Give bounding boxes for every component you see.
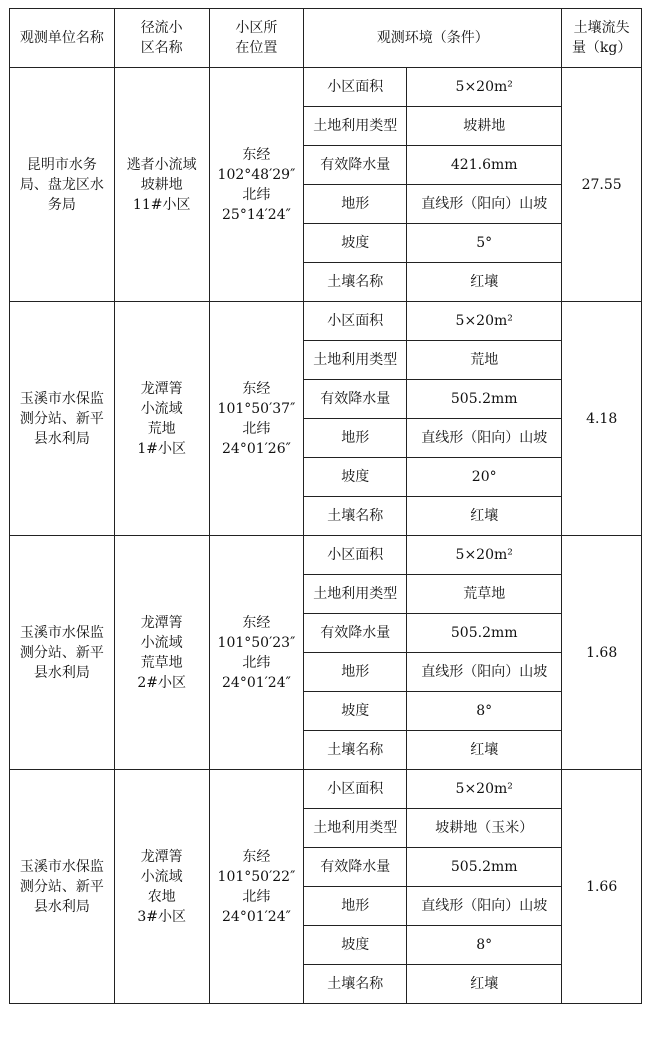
location-cell: 东经 101°50′22″ 北纬 24°01′24″ (209, 770, 304, 1004)
condition-value-cell: 荒草地 (407, 575, 562, 614)
condition-label-cell: 土壤名称 (304, 497, 407, 536)
condition-label-cell: 有效降水量 (304, 380, 407, 419)
condition-label-cell: 土地利用类型 (304, 341, 407, 380)
condition-value-cell: 坡耕地 (407, 107, 562, 146)
header-soil-loss: 土壤流失 量（kg） (562, 9, 642, 68)
unit-cell: 玉溪市水保监 测分站、新平 县水利局 (10, 302, 115, 536)
condition-label-cell: 土地利用类型 (304, 809, 407, 848)
condition-value-cell: 5×20m² (407, 770, 562, 809)
soil-loss-table (9, 8, 642, 1004)
watershed-cell: 龙潭箐 小流域 荒地 1#小区 (114, 302, 209, 536)
condition-label-cell: 土地利用类型 (304, 107, 407, 146)
condition-label-cell: 土壤名称 (304, 263, 407, 302)
watershed-cell: 龙潭箐 小流域 荒草地 2#小区 (114, 536, 209, 770)
condition-value-cell: 坡耕地（玉米） (407, 809, 562, 848)
condition-value-cell: 5×20m² (407, 302, 562, 341)
condition-value-cell: 505.2mm (407, 614, 562, 653)
location-cell: 东经 101°50′37″ 北纬 24°01′26″ (209, 302, 304, 536)
condition-value-cell: 荒地 (407, 341, 562, 380)
condition-value-cell: 5×20m² (407, 536, 562, 575)
condition-value-cell: 8° (407, 692, 562, 731)
condition-value-cell: 5×20m² (407, 68, 562, 107)
condition-label-cell: 有效降水量 (304, 848, 407, 887)
condition-label-cell: 小区面积 (304, 68, 407, 107)
unit-cell: 玉溪市水保监 测分站、新平 县水利局 (10, 770, 115, 1004)
unit-cell: 玉溪市水保监 测分站、新平 县水利局 (10, 536, 115, 770)
condition-label-cell: 坡度 (304, 692, 407, 731)
table-row (10, 536, 642, 575)
watershed-cell: 逃者小流域 坡耕地 11#小区 (114, 68, 209, 302)
header-row (10, 9, 642, 68)
condition-label-cell: 地形 (304, 185, 407, 224)
unit-cell: 昆明市水务 局、盘龙区水 务局 (10, 68, 115, 302)
condition-value-cell: 直线形（阳向）山坡 (407, 653, 562, 692)
condition-value-cell: 5° (407, 224, 562, 263)
table-row (10, 770, 642, 809)
condition-value-cell: 红壤 (407, 263, 562, 302)
condition-value-cell: 直线形（阳向）山坡 (407, 887, 562, 926)
condition-label-cell: 小区面积 (304, 536, 407, 575)
condition-value-cell: 20° (407, 458, 562, 497)
condition-value-cell: 421.6mm (407, 146, 562, 185)
condition-label-cell: 土地利用类型 (304, 575, 407, 614)
soil-loss-cell: 1.66 (562, 770, 642, 1004)
table-body (10, 68, 642, 1004)
condition-value-cell: 505.2mm (407, 848, 562, 887)
condition-value-cell: 直线形（阳向）山坡 (407, 419, 562, 458)
condition-label-cell: 土壤名称 (304, 965, 407, 1004)
condition-value-cell: 直线形（阳向）山坡 (407, 185, 562, 224)
header-watershed: 径流小 区名称 (114, 9, 209, 68)
condition-value-cell: 8° (407, 926, 562, 965)
table-row (10, 68, 642, 107)
header-location: 小区所 在位置 (209, 9, 304, 68)
condition-value-cell: 505.2mm (407, 380, 562, 419)
condition-label-cell: 小区面积 (304, 770, 407, 809)
location-cell: 东经 101°50′23″ 北纬 24°01′24″ (209, 536, 304, 770)
condition-label-cell: 地形 (304, 419, 407, 458)
condition-label-cell: 坡度 (304, 224, 407, 263)
soil-loss-cell: 1.68 (562, 536, 642, 770)
soil-loss-cell: 27.55 (562, 68, 642, 302)
condition-label-cell: 坡度 (304, 458, 407, 497)
watershed-cell: 龙潭箐 小流域 农地 3#小区 (114, 770, 209, 1004)
table-row (10, 302, 642, 341)
condition-label-cell: 地形 (304, 887, 407, 926)
condition-value-cell: 红壤 (407, 965, 562, 1004)
condition-value-cell: 红壤 (407, 731, 562, 770)
soil-loss-cell: 4.18 (562, 302, 642, 536)
condition-label-cell: 土壤名称 (304, 731, 407, 770)
condition-label-cell: 小区面积 (304, 302, 407, 341)
condition-value-cell: 红壤 (407, 497, 562, 536)
header-unit: 观测单位名称 (10, 9, 115, 68)
header-environment: 观测环境（条件） (304, 9, 562, 68)
location-cell: 东经 102°48′29″ 北纬 25°14′24″ (209, 68, 304, 302)
condition-label-cell: 坡度 (304, 926, 407, 965)
condition-label-cell: 地形 (304, 653, 407, 692)
condition-label-cell: 有效降水量 (304, 614, 407, 653)
condition-label-cell: 有效降水量 (304, 146, 407, 185)
